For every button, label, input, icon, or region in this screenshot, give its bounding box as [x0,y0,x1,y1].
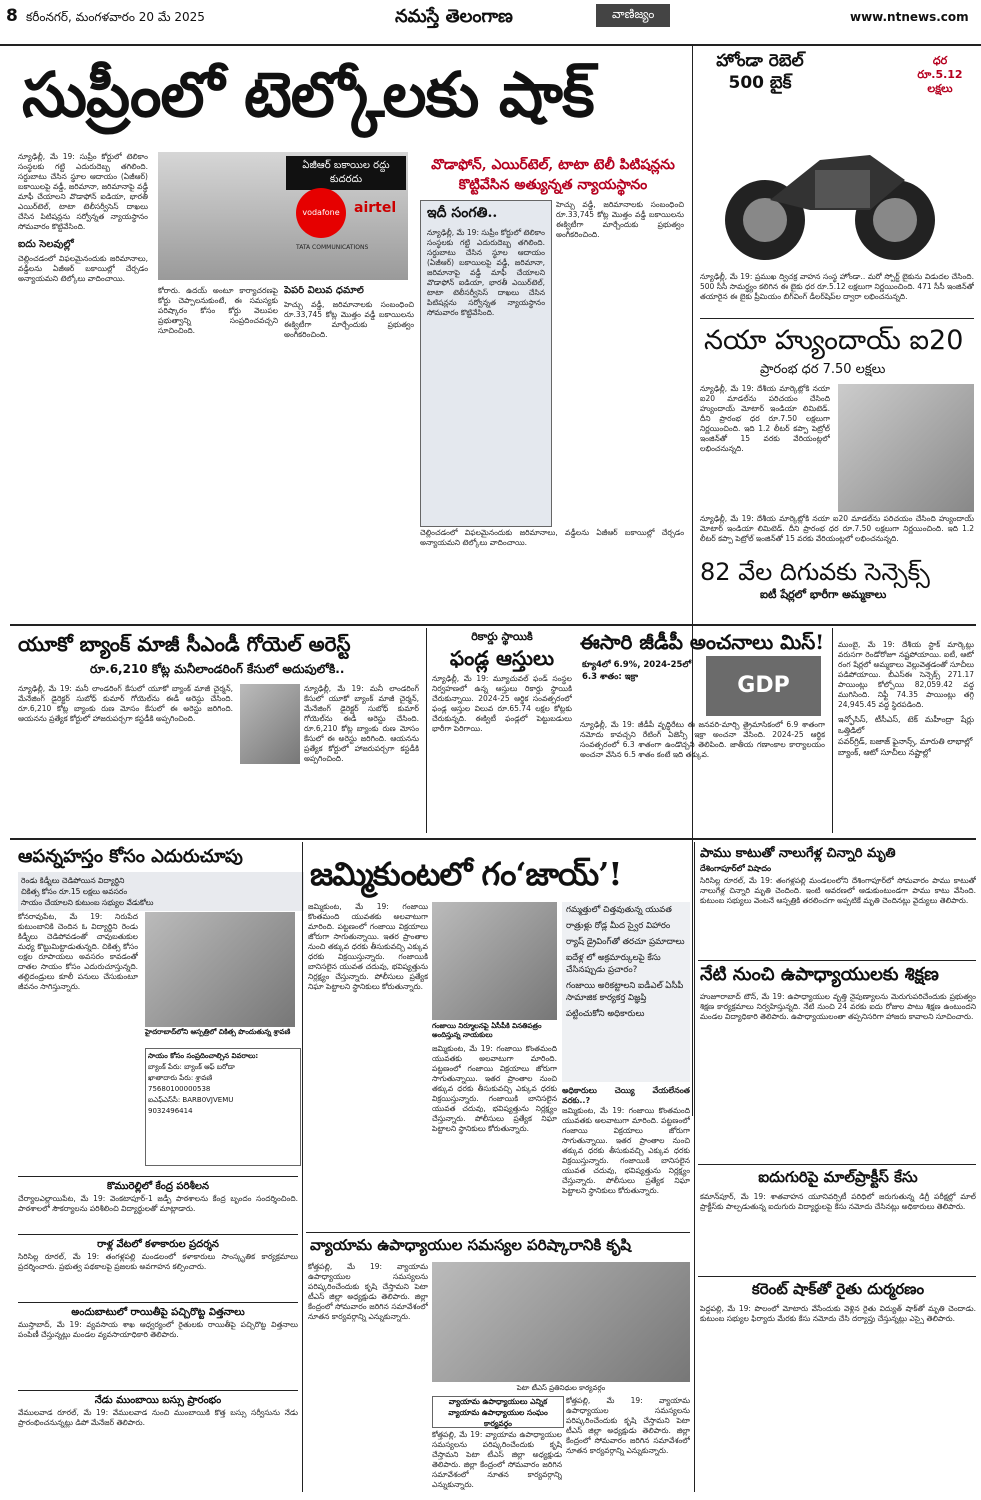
fund-head [432,630,572,675]
section-tag: వాణిజ్యం [596,4,670,27]
lead-body-col1 [18,152,148,622]
brief-body: చేర్యాలఎల్లాయిపేట, మే 19: వెంకటాపూర్-1 జడ్పీ పాఠశాలను కేంద్ర బృందం సందర్శించింది. పాఠశాలలో సౌకర్యాలను పరిశీలించి విద్యార్థులతో మాట్లాడారు. [18,1194,298,1213]
yuco-body-2: న్యూఢిల్లీ, మే 19: మనీ లాండరింగ్ కేసులో యూకో బ్యాంక్ మాజీ చైర్మన్, మేనేజింగ్ డైరెక్టర్ సుబోధ్ కుమార్ గోయెల్‌ను ఈడీ అరెస్టు చేసింది. రూ.6,210 కోట్ల బ్యాంకు రుణ మోసం కేసులో ఈ అరెస్టు జరిగింది. ఆయనను ప్రత్యేక కోర్టులో హాజరుపర్చగా కస్టడీకి అప్పగించింది. [304,684,419,763]
divider [302,842,303,1492]
divider [10,624,976,626]
divider [306,1232,690,1233]
masthead: నమస్తే తెలంగాణ [395,6,513,27]
lead-subhead-1: ఐదు సెలవుల్లో [18,239,74,250]
bike-photo [720,100,940,270]
i20-body: న్యూఢిల్లీ, మే 19: దేశీయ మార్కెట్లోకి నయా ఐ20 మాడల్‌ను పరిచయం చేసింది హ్యుందాయ్ మోటార్ ఇండియా లిమిటెడ్. దీని ప్రారంభ ధర రూ.7.50 లక్షలుగా నిర్ణయించింది. ఇది 1.2 లీటర్ కప్పా పెట్రోల్ ఇంజిన్‌తో 15 వరకు వేరియంట్లలో లభించనున్నది. [700,384,830,453]
bank-details [145,1048,301,1166]
left-briefs [18,1176,298,1448]
jammi-bullets [562,902,690,1082]
i20-subtitle: ప్రారంభ ధర 7.50 లక్షలు [760,362,886,377]
divider [832,628,833,833]
apanna-caption: హైదరాబాద్‌లోని ఆస్పత్రిలో చికిత్స పొందుతున్న శ్రావణి [145,1028,291,1036]
lead-headline: సుప్రీంలో టెల్కోలకు షాక్ [22,58,594,131]
pe-headline: వ్యాయామ ఉపాధ్యాయుల సమస్యల పరిష్కారానికి కృషి [310,1236,631,1254]
sensex-headline: 82 వేల దిగువకు సెన్సెక్స్ [700,558,930,586]
divider [698,1276,976,1277]
lead-photo [158,152,408,280]
bike-body: న్యూఢిల్లీ, మే 19: ప్రముఖ ద్విచక్ర వాహన సంస్థ హోండా.. మరో స్పోర్ట్ బైకును విడుదల చేసింది. 500 సీసీ సామర్థ్యం కలిగిన ఈ బైకు ధర రూ.5.12 లక్షలుగా నిర్ణయించింది. 471 సీసీ ఇంజిన్‌తో తయారైన ఈ బైకు ప్రీమియం బిగ్‌వింగ్ డీలర్‌షిప్‌ల ద్వారా లభించనున్నది. [700,272,974,301]
pe-body: కోత్తపల్లి, మే 19: వ్యాయామ ఉపాధ్యాయుల సమస్యలను పరిష్కరించేందుకు కృషి చేస్తామని పెటా టీఎస్ జిల్లా అధ్యక్షుడు తెలిపారు. జిల్లా కేంద్రంలో సోమవారం జరిగిన సమావేశంలో నూతన కార్యవర్గాన్ని ఎన్నుకున్నారు. [308,1262,428,1321]
pe-body-2: కోత్తపల్లి, మే 19: వ్యాయామ ఉపాధ్యాయుల సమస్యలను పరిష్కరించేందుకు కృషి చేస్తామని పెటా టీఎస్ జిల్లా అధ్యక్షుడు తెలిపారు. జిల్లా కేంద్రంలో సోమవారం జరిగిన సమావేశంలో నూతన కార్యవర్గాన్ని ఎన్నుకున్నారు. [432,1430,562,1489]
apanna-headline: ఆపన్నహస్తం కోసం ఎదురుచూపు [18,846,243,867]
vodafone-logo: vodafone [296,188,346,238]
brief-head: రాళ్ల వేటలో కళాకారుల ప్రదర్శన [18,1234,298,1252]
account-number: 75680100000538 [148,1085,211,1093]
phone-number: 9032496414 [148,1107,193,1115]
jammi-body-2: జమ్మికుంట, మే 19: గంజాయి కొంతమంది యువతకు అలవాటుగా మారింది. పట్టణంలో గంజాయి విక్రయాలు జోరుగా సాగుతున్నాయి. ఇతర ప్రాంతాల నుంచి తక్కువ ధరకు తీసుకువచ్చి ఎక్కువ ధరకు విక్రయిస్తున్నారు. గంజాయికి బానిసలైన యువత చదువు, భవిష్యత్తును నిర్లక్ష్యం చేస్తున్నారు. పోలీసులు ప్రత్యేక నిఘా పెట్టాలని స్థానికులు కోరుతున్నారు. [432,1044,557,1133]
i20-title: నయా హ్యుందాయ్ ఐ20 [704,325,964,356]
jammi-photo [432,902,557,1020]
site-url[interactable]: www.ntnews.com [850,10,969,24]
lead-body-col2: కోరారు. ఉదయ్ అంటూ కార్యాచరణపై కోర్టు చెప్పాలనుకుంటే, ఈ సమస్యకు పరిష్కారం కోసం కోర్టు వెలుపల ప్రభుత్వాన్ని సంప్రదించవచ్చని సూచించింది. [158,286,278,335]
goyal-photo [240,684,300,764]
lead-body-4: చెల్లించడంలో విఫలమైనందుకు జరిమానాలు, వడ్డీలను ఏజీఆర్ బకాయిల్లో చేర్చడం అన్యాయమని టెల్కోలు వాదించాయి. [18,254,148,283]
gdp-body: న్యూఢిల్లీ, మే 19: జీడీపీ వృద్ధిరేటు ఈ జనవరి-మార్చి త్రైమాసికంలో 6.9 శాతంగా నమోదు కావచ్చని రేటింగ్ ఏజెన్సీ ఇక్రా అంచనా వేసింది. 2024-25 ఆర్థిక సంవత్సరంలో 6.3 శాతంగా ఉండొచ్చని తెలిపింది. జాతీయ గణాంకాల కార్యాలయం అంచనా వేసిన 6.5 శాతం కంటే ఇది తక్కువ. [580,720,825,759]
divider [698,960,976,961]
divider [426,628,427,833]
lead-photo-caption: ఏజీఆర్ బకాయిల రద్దు కుదరదు [286,156,406,190]
bank-name: బ్యాంక్ పేరు: బ్యాంక్ ఆఫ్ బరోడా [148,1063,235,1071]
pe-box-sub: వ్యాయామ ఉపాధ్యాయుల సంఘం కార్యవర్గం [448,1408,548,1428]
mall-body: కమాన్‌పూర్, మే 19: శాతవాహన యూనివర్సిటీ పరిధిలో జరుగుతున్న డిగ్రీ పరీక్షల్లో మాల్ ప్రాక్టీస్‌కు పాల్పడుతున్న ఐదుగురు విద్యార్థులపై కేసు నమోదు చేసినట్లు అధికారులు తెలిపారు. [700,1192,976,1211]
bank-title: సాయం కోసం సంప్రదించాల్సిన వివరాలు: [148,1052,259,1060]
lead-body-col5: హెచ్చు వడ్డీ, జరిమానాలకు సంబంధించి రూ.33,745 కోట్ల మొత్తం వడ్డీ బకాయిలను ఈక్విటీగా మార్చేందుకు ప్రభుత్వం అంగీకరించింది. [556,200,684,239]
pe-caption: పెటా టీఎస్ ప్రతినిధుల కార్యవర్గం [516,1384,606,1392]
fact-box: ఇదీ సంగతి.. న్యూఢిల్లీ, మే 19: సుప్రీం కోర్టులో టెలికాం సంస్థలకు గట్టి ఎదురుదెబ్బ తగిలింది. సర్దుబాటు చేసిన స్థూల ఆదాయం (ఏజీఆర్) బకాయిలపై వడ్డీ, జరిమానా, జరిమానాపై వడ్డీ మాఫీ చేయాలని వొడాఫోన్ ఐడియా, భారతీ ఎయిర్‌టెల్, టాటా టెలీసర్వీసెస్ దాఖలు చేసిన పిటిషన్లను సర్వోన్నత న్యాయస్థానం సోమవారం కొట్టివేసింది. [420,200,552,527]
jammi-headline: జమ్మికుంటలో గం‘జాయ్’! [310,855,622,893]
mall-headline: ఐదుగురిపై మాల్‌ప్రాక్టీస్ కేసు [758,1168,918,1186]
bike-title: హోండా రెబెల్ 500 బైక్ [716,51,804,93]
lead-deck: వొడాఫోన్, ఎయిర్‌టెల్, టాటా టెలీ పిటిషన్లను కొట్టివేసిన అత్యున్నత న్యాయస్థానం [431,157,675,193]
lead-body-col6: చెల్లించడంలో విఫలమైనందుకు జరిమానాలు, వడ్డీలను ఏజీఆర్ బకాయిల్లో చేర్చడం అన్యాయమని టెల్కోలు వాదించాయి. [420,528,684,547]
gdp-headline: ఈసారి జీడీపీ అంచనాలు మిస్! [580,630,825,654]
bike-price-box [905,54,975,96]
pe-box-title: వ్యాయామ ఉపాధ్యాయులు ఎన్నిక [448,1397,548,1406]
brief-body: సిరిసిల్ల రూరల్, మే 19: తంగళ్లపల్లి మండలంలో కళాకారులు సాంస్కృతిక కార్యక్రమాలు ప్రదర్శించారు. ప్రభుత్వ పథకాలపై ప్రజలకు అవగాహన కల్పించారు. [18,1252,298,1271]
current-headline: కరెంట్ షాక్‌తో రైతు దుర్మరణం [751,1280,925,1298]
ifsc-code: ఐఎఫ్ఎస్‌సీ: BARB0VJVEMU [148,1096,234,1104]
jammi-side-head: అధికారులు చెయ్యి వేయలేనంత వరకు..? [562,1086,690,1105]
pe-photo [432,1262,690,1382]
pe-body-3: కోత్తపల్లి, మే 19: వ్యాయామ ఉపాధ్యాయుల సమస్యలను పరిష్కరించేందుకు కృషి చేస్తామని పెటా టీఎస్ జిల్లా అధ్యక్షుడు తెలిపారు. జిల్లా కేంద్రంలో సోమవారం జరిగిన సమావేశంలో నూతన కార్యవర్గాన్ని ఎన్నుకున్నారు. [566,1396,690,1455]
lead-subhead-2: పేపర్ విలువ ధమాల్ [284,286,364,296]
paamu-sub: దేశింగాపూర్‌లో విషాదం [700,864,772,873]
dateline: కరీంనగర్, మంగళవారం 20 మే 2025 [26,10,205,24]
jammi-bullet: పట్టించుకోని అధికారులు [566,1009,645,1019]
yuco-body: న్యూఢిల్లీ, మే 19: మనీ లాండరింగ్ కేసులో యూకో బ్యాంక్ మాజీ చైర్మన్, మేనేజింగ్ డైరెక్టర్ సుబోధ్ కుమార్ గోయెల్‌ను ఈడీ అరెస్టు చేసింది. రూ.6,210 కోట్ల బ్యాంకు రుణ మోసం కేసులో ఈ అరెస్టు జరిగింది. ఆయనను ప్రత్యేక కోర్టులో హాజరుపర్చగా కస్టడీకి అప్పగించింది. [18,684,233,723]
brief-head: అందుబాటులో రాయితీపై పచ్చిరొట్ట విత్తనాలు [18,1302,298,1320]
brief-body: వేములవాడ రూరల్, మే 19: వేములవాడ నుంచి ముంబాయికి కొత్త బస్సు సర్వీసును నేడు ప్రారంభించనున్నట్లు డిపో మేనేజర్ తెలిపారు. [18,1408,298,1427]
bike-price-label: ధర [932,54,948,67]
jammi-bullet: గంజాయి అరికట్టాలని ఐడీఎల్ ఏసీపీ సామాజిక కార్యకర్త విజ్ఞప్తి [566,981,684,1003]
lead-body-col3: పేపర్ విలువ ధమాల్ హెచ్చు వడ్డీ, జరిమానాలకు సంబంధించి రూ.33,745 కోట్ల మొత్తం వడ్డీ బకాయిలను ఈక్విటీగా మార్చేందుకు ప్రభుత్వం అంగీకరించింది. [284,286,414,339]
fund-headline: ఫండ్ల ఆస్తులు [449,646,555,670]
apanna-body: కోనరావుపేట, మే 19: నిరుపేద కుటుంబానికి చెందిన ఓ విద్యార్థిని రెండు కిడ్నీలు చెడిపోవడంతో చావుబతుకుల మధ్య కొట్టుమిట్టాడుతున్నది. చికిత్స కోసం లక్షల రూపాయలు అవసరం కావడంతో దాతల సాయం కోసం ఎదురుచూస్తున్నది. తల్లిదండ్రులు కూలీ పనులు చేసుకుంటూ జీవనం సాగిస్తున్నారు. [18,912,138,991]
paamu-headline: పాము కాటుతో నాలుగేళ్ల చిన్నారి మృతి [700,846,896,861]
sensex-bullet: పవర్‌గ్రిడ్, బజాజ్ ఫైనాన్స్, మారుతి లాభాల్లో [838,737,973,746]
divider [698,1164,976,1165]
fund-kicker: రికార్డు స్థాయికి [471,630,533,643]
apanna-bullet: రెండు కిడ్నీలు చెడిపోయిన విద్యార్థిని [21,876,125,885]
gdp-bullet: క్యూ4లో 6.9%, 2024-25లో 6.3 శాతం: ఇక్రా [582,660,692,682]
page-number: 8 [6,6,18,26]
lead-body-1: న్యూఢిల్లీ, మే 19: సుప్రీం కోర్టులో టెలికాం సంస్థలకు గట్టి ఎదురుదెబ్బ తగిలింది. సర్దుబాటు చేసిన స్థూల ఆదాయం (ఏజీఆర్) బకాయిలపై వడ్డీ, జరిమానా, జరిమానాపై వడ్డీ మాఫీ చేయాలని వొడాఫోన్ ఐడియా, భారతీ ఎయిర్‌టెల్, టాటా టెలీసర్వీసెస్ దాఖలు చేసిన పిటిషన్లను సర్వోన్నత న్యాయస్థానం సోమవారం కొట్టివేసింది. [18,152,148,231]
column-divider [692,46,693,1116]
pe-box [432,1396,564,1428]
fact-box-title: ఇదీ సంగతి.. [427,205,498,221]
jammi-caption: గంజాయి నిర్మూలనపై ఏసీపీకి వినతిపత్రం అందిస్తున్న నాయకులు [432,1022,542,1039]
divider [694,842,695,1492]
brief-head: కొమురెల్లిలో కేంద్ర పరిశీలన [18,1176,298,1194]
apanna-photo [145,912,295,1027]
account-name: ఖాతాదారు పేరు: శ్రావణి [148,1074,213,1082]
tata-logo: TATA COMMUNICATIONS [296,244,369,251]
page-header [0,0,981,46]
brief-body: ముస్తాబాద్, మే 19: వ్యవసాయ శాఖ ఆధ్వర్యంలో రైతులకు రాయితీపై పచ్చిరొట్ట విత్తనాలు పంపిణీ చేస్తున్నట్లు మండల వ్యవసాయాధికారి తెలిపారు. [18,1320,298,1339]
apanna-bullet: చికిత్స కోసం రూ.15 లక్షలు అవసరం [21,887,128,896]
jammi-body-3: అధికారులు చెయ్యి వేయలేనంత వరకు..? జమ్మికుంట, మే 19: గంజాయి కొంతమంది యువతకు అలవాటుగా మారింది. పట్టణంలో గంజాయి విక్రయాలు జోరుగా సాగుతున్నాయి. ఇతర ప్రాంతాల నుంచి తక్కువ ధరకు తీసుకువచ్చి ఎక్కువ ధరకు విక్రయిస్తున్నారు. గంజాయికి బానిసలైన యువత చదువు, భవిష్యత్తును నిర్లక్ష్యం చేస్తున్నారు. పోలీసులు ప్రత్యేక నిఘా పెట్టాలని స్థానికులు కోరుతున్నారు. [562,1086,690,1195]
apanna-bullet: సాయం చేయాలని కుటుంబ సభ్యుల వేడుకోలు [21,898,154,907]
jammi-bullet: ఐదేళ్ల లో అక్రమార్కులపై కేసు చేసినప్పుడు ప్రచారం? [566,953,661,975]
teachers-body: హుజూరాబాద్ టౌన్, మే 19: ఉపాధ్యాయుల వృత్తి నైపుణ్యాలను మెరుగుపరిచేందుకు ప్రభుత్వం శిక్షణ కార్యక్రమాలు నిర్వహిస్తున్నది. నేటి నుంచి 24 వరకు ఐదు రోజుల పాటు శిక్షణ ఉంటుందని మండల విద్యాధికారి తెలిపారు. ఉపాధ్యాయులంతా తప్పనిసరిగా హాజరు కావాలని సూచించారు. [700,992,976,1021]
divider [10,838,976,840]
i20-photo [838,384,974,512]
i20-body-2: న్యూఢిల్లీ, మే 19: దేశీయ మార్కెట్లోకి నయా ఐ20 మాడల్‌ను పరిచయం చేసింది హ్యుందాయ్ మోటార్ ఇండియా లిమిటెడ్. దీని ప్రారంభ ధర రూ.7.50 లక్షలుగా నిర్ణయించింది. ఇది 1.2 లీటర్ కప్పా పెట్రోల్ ఇంజిన్‌తో 15 వరకు వేరియంట్లలో లభించనున్నది. [700,514,974,543]
jammi-bullet: గమ్మత్తులో చిత్తవుతున్న యువత [566,905,672,915]
sensex-deck: ఐటీ షేర్లలో భారీగా అమ్మకాలు [760,588,887,601]
paamu-body: సిరిసిల్ల రూరల్, మే 19: తంగళ్లపల్లి మండలంలోని దేశింగాపూర్‌లో సోమవారం పాము కాటుతో నాలుగేళ్ల చిన్నారి మృతి చెందింది. ఇంటి ఆవరణలో ఆడుకుంటుండగా పాము కాటు వేసింది. కుటుంబ సభ్యులు వెంటనే ఆస్పత్రికి తరలించగా అప్పటికే మృతి చెందినట్లు వైద్యులు తెలిపారు. [700,876,976,905]
fund-body: న్యూఢిల్లీ, మే 19: మ్యూచువల్ ఫండ్ సంస్థల నిర్వహణలో ఉన్న ఆస్తులు రికార్డు స్థాయికి చేరుకున్నాయి. 2024-25 ఆర్థిక సంవత్సరంలో ఫండ్ల ఆస్తుల విలువ రూ.65.74 లక్షల కోట్లకు చేరుకున్నది. ఈక్విటీ ఫండ్లలో పెట్టుబడులు భారీగా పెరిగాయి. [432,674,572,733]
jammi-bullet: రాత్రుళ్లు రోడ్ల మీద స్వైర విహారం [566,921,671,931]
sensex-body: ముంబై, మే 19: దేశీయ స్టాక్ మార్కెట్లు వరుసగా రెండోరోజూ నష్టపోయాయి. ఐటీ, ఆటో రంగ షేర్లలో అమ్మకాలు వెల్లువెత్తడంతో సూచీలు పడిపోయాయి. బీఎస్ఈ సెన్సెక్స్ 271.17 పాయింట్లు కోల్పోయి 82,059.42 వద్ద ముగిసింది. నిఫ్టీ 74.35 పాయింట్లు తగ్గి 24,945.45 వద్ద స్థిరపడింది. ఇన్ఫోసిస్, టీసీఎస్, టెక్ మహీంద్రా షేర్లు ఒత్తిడిలో పవర్‌గ్రిడ్, బజాజ్ ఫైనాన్స్, మారుతి లాభాల్లో బ్యాంక్, ఆటో సూచీలు నష్టాల్లో [838,640,974,757]
sensex-bullet: ఇన్ఫోసిస్, టీసీఎస్, టెక్ మహీంద్రా షేర్లు ఒత్తిడిలో [838,715,974,735]
current-body: పెద్దపల్లి, మే 19: పొలంలో మోటారు వేసేందుకు వెళ్లిన రైతు విద్యుత్ షాక్‌తో మృతి చెందాడు. కుటుంబ సభ్యుల ఫిర్యాదు మేరకు కేసు నమోదు చేసి దర్యాప్తు చేస్తున్నట్లు ఎస్సై తెలిపారు. [700,1304,976,1323]
apanna-bullets [18,872,304,911]
brief-head: నేడు ముంబాయి బస్సు ప్రారంభం [18,1390,298,1408]
sensex-bullet: బ్యాంక్, ఆటో సూచీలు నష్టాల్లో [838,748,931,757]
yuco-headline: యూకో బ్యాంక్ మాజీ సీఎండీ గోయెల్ అరెస్ట్ [18,632,351,656]
bike-price: రూ.5.12 లక్షలు [917,68,963,95]
airtel-logo: airtel [354,200,397,216]
divider [700,318,974,319]
jammi-body: జమ్మికుంట, మే 19: గంజాయి కొంతమంది యువతకు అలవాటుగా మారింది. పట్టణంలో గంజాయి విక్రయాలు జోరుగా సాగుతున్నాయి. ఇతర ప్రాంతాల నుంచి తక్కువ ధరకు తీసుకువచ్చి ఎక్కువ ధరకు విక్రయిస్తున్నారు. గంజాయికి బానిసలైన యువత చదువు, భవిష్యత్తును నిర్లక్ష్యం చేస్తున్నారు. పోలీసులు ప్రత్యేక నిఘా పెట్టాలని స్థానికులు కోరుతున్నారు. [308,902,428,991]
gdp-image: GDP [706,656,821,716]
teachers-headline: నేటి నుంచి ఉపాధ్యాయులకు శిక్షణ [700,964,939,985]
yuco-deck: రూ.6,210 కోట్ల మనీలాండరింగ్ కేసులో అదుపులోకి.. [90,662,345,676]
jammi-bullet: ర్యాష్ డ్రైవింగ్‌తో తరచూ ప్రమాదాలు [566,937,685,947]
